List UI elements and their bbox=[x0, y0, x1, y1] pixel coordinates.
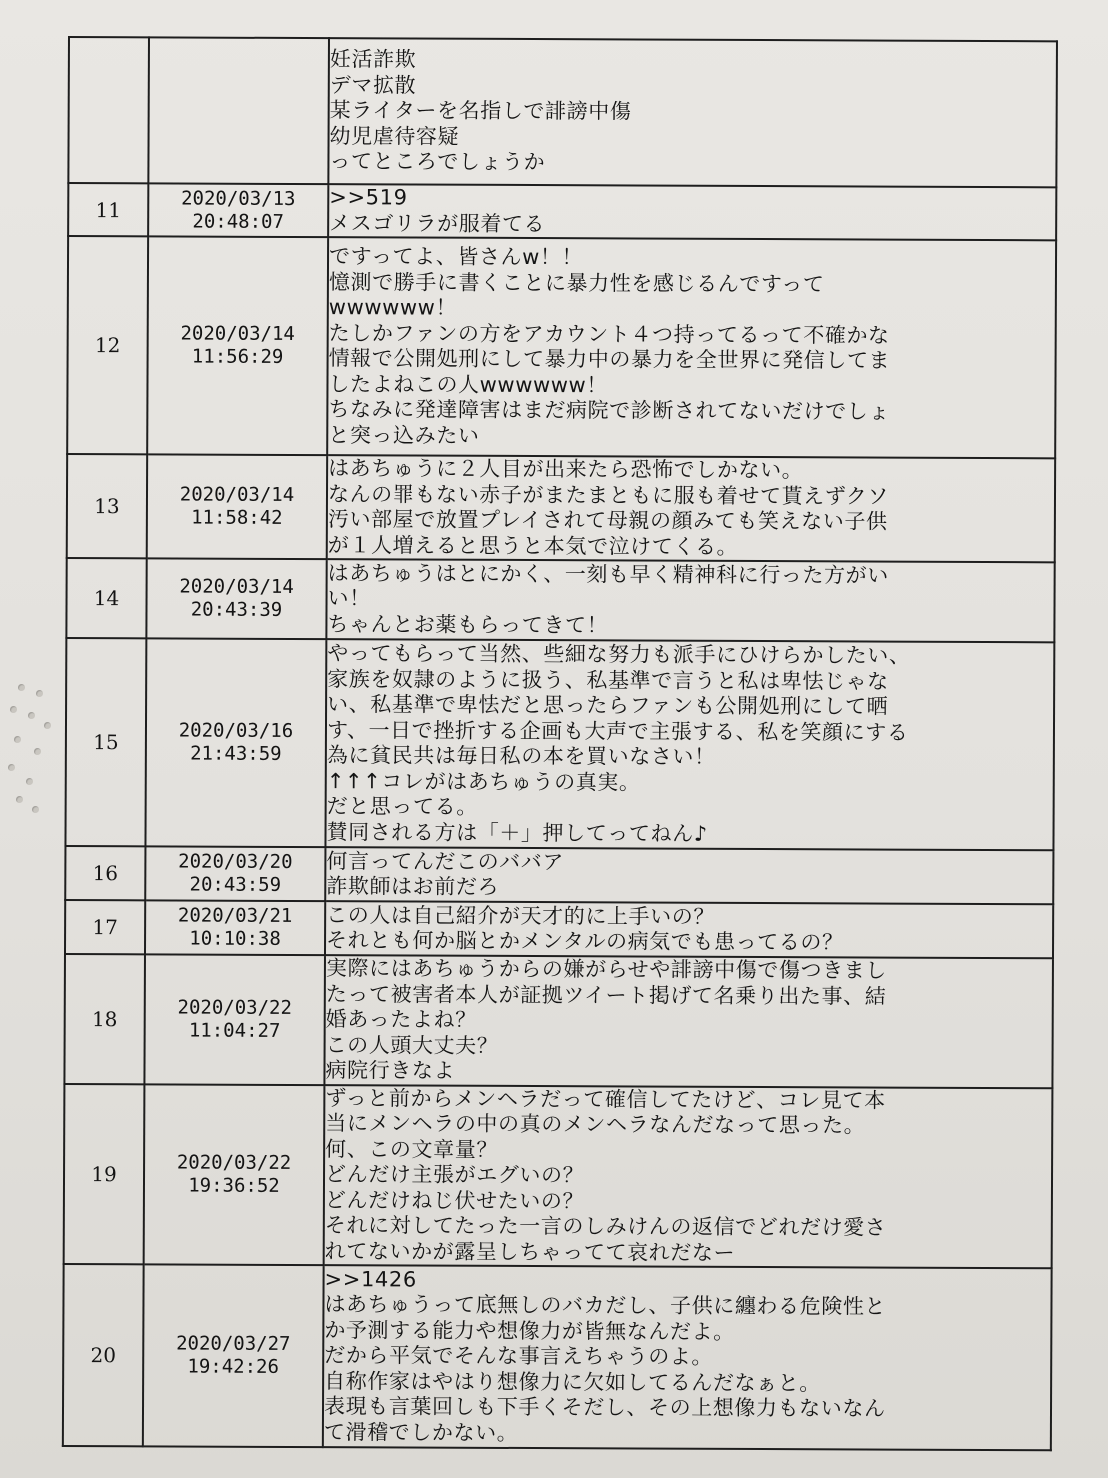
post-timestamp bbox=[145, 846, 325, 901]
post-time: 19:42:26 bbox=[187, 1355, 279, 1378]
post-date: 2020/03/13 bbox=[181, 186, 296, 210]
binder-hole bbox=[18, 684, 25, 691]
message-line: >>1426 bbox=[324, 1266, 417, 1292]
post-message bbox=[324, 1085, 1053, 1269]
message-line: 病院行きなよ bbox=[325, 1058, 456, 1083]
message-line: 憶測で勝手に書くことに暴力性を感じるんですって bbox=[328, 269, 825, 296]
message-line: 実際にはあちゅうからの嫌がらせや誹謗中傷で傷つきまし bbox=[325, 956, 887, 983]
post-time: 21:43:59 bbox=[190, 742, 282, 765]
table-row bbox=[66, 558, 1054, 642]
message-line: い！ bbox=[327, 586, 371, 611]
post-number: 13 bbox=[67, 454, 147, 558]
binder-hole bbox=[14, 736, 21, 743]
binder-hole bbox=[28, 712, 35, 719]
message-line: なんの罪もない赤子がまたまともに服も着せて貰えずクソ bbox=[327, 481, 890, 509]
post-message bbox=[328, 38, 1057, 187]
message-line: やってもらって当然、些細な努力も派手にひけらかしたい、 bbox=[327, 641, 911, 668]
post-date: 2020/03/14 bbox=[180, 322, 295, 345]
post-message bbox=[325, 639, 1054, 850]
post-time: 11:04:27 bbox=[188, 1019, 281, 1042]
post-number: 12 bbox=[67, 236, 148, 454]
post-date: 2020/03/16 bbox=[178, 719, 294, 742]
message-line: どんだけ主張がエグいの？ bbox=[324, 1162, 585, 1188]
message-line: ですってよ、皆さんw！！ bbox=[328, 244, 584, 270]
post-message bbox=[323, 1265, 1052, 1450]
binder-hole bbox=[10, 706, 17, 713]
message-line: 何、この文章量？ bbox=[325, 1136, 499, 1162]
message-line: それに対してたった一言のしみけんの返信でどれだけ愛さ bbox=[324, 1213, 887, 1240]
binder-hole bbox=[26, 778, 33, 785]
binder-hole bbox=[44, 722, 51, 729]
post-timestamp bbox=[144, 1084, 325, 1265]
message-line: れてないかが露呈しちゃってて哀れだなー bbox=[324, 1238, 736, 1265]
message-line: 家族を奴隷のように扱う、私基準で言うと私は卑怯じゃな bbox=[327, 666, 889, 694]
message-line: か予測する能力や想像力が皆無なんだよ。 bbox=[324, 1317, 735, 1344]
message-line: だと思ってる。 bbox=[326, 794, 478, 819]
post-time: 20:43:39 bbox=[190, 598, 283, 621]
post-date: 2020/03/22 bbox=[177, 996, 292, 1019]
message-line: ↑↑↑コレがはあちゅうの真実。 bbox=[326, 768, 641, 795]
message-line: デマ拡散 bbox=[329, 72, 417, 98]
post-date: 2020/03/27 bbox=[176, 1332, 291, 1355]
message-line: と突っ込みたい bbox=[328, 422, 480, 448]
message-line: >>519 bbox=[329, 185, 408, 210]
post-timestamp bbox=[145, 900, 325, 955]
post-number: 15 bbox=[65, 638, 146, 846]
message-line: 為に貧民共は毎日私の本を買いなさい！ bbox=[326, 743, 716, 769]
table-row bbox=[64, 1083, 1053, 1268]
message-line: 妊活詐欺 bbox=[329, 47, 417, 72]
message-line: 自称作家はやはり想像力に欠如してるんだなぁと。 bbox=[324, 1368, 821, 1396]
post-timestamp bbox=[144, 954, 325, 1084]
table-row bbox=[63, 1264, 1052, 1450]
post-time: 19:36:52 bbox=[188, 1174, 280, 1197]
post-number: 18 bbox=[64, 954, 145, 1084]
post-number: 20 bbox=[63, 1264, 144, 1446]
message-line: 当にメンヘラの中の真のメンヘラなんだなって思った。 bbox=[325, 1111, 866, 1138]
post-time: 10:10:38 bbox=[189, 927, 281, 950]
post-date: 2020/03/14 bbox=[179, 575, 294, 598]
table-row bbox=[68, 37, 1057, 187]
binder-hole bbox=[8, 764, 15, 771]
post-log-table bbox=[62, 36, 1058, 1451]
post-message bbox=[326, 559, 1054, 642]
post-message bbox=[325, 847, 1053, 904]
post-timestamp bbox=[148, 183, 328, 237]
post-number: 16 bbox=[65, 846, 145, 900]
post-date: 2020/03/14 bbox=[179, 483, 295, 506]
post-timestamp bbox=[147, 454, 327, 559]
message-line: メスゴリラが服着てる bbox=[329, 210, 546, 236]
table-row bbox=[68, 183, 1056, 240]
message-line: それとも何か脳とかメンタルの病気でも患ってるの？ bbox=[326, 928, 844, 955]
binder-hole bbox=[32, 806, 39, 813]
message-line: 詐欺師はお前だろ bbox=[326, 874, 500, 899]
message-line: ってところでしょうか bbox=[329, 149, 546, 175]
post-timestamp bbox=[146, 558, 326, 639]
table-row bbox=[64, 954, 1053, 1088]
post-message bbox=[324, 955, 1053, 1088]
post-date: 2020/03/20 bbox=[178, 850, 293, 873]
message-line: ずっと前からメンヘラだって確信してたけど、コレ見て本 bbox=[325, 1085, 886, 1113]
message-line: 汚い部屋で放置プレイされて母親の顔みても笑えない子供 bbox=[327, 507, 888, 534]
post-time: 20:43:59 bbox=[189, 873, 282, 896]
message-line: 情報で公開処刑にして暴力中の暴力を全世界に発信してま bbox=[328, 346, 891, 373]
post-timestamp bbox=[145, 638, 326, 847]
message-line: 幼児虐待容疑 bbox=[329, 123, 460, 149]
message-line: はあちゅうはとにかく、一刻も早く精神科に行った方がい bbox=[327, 560, 889, 588]
post-time bbox=[150, 110, 328, 111]
message-line: い、私基準で卑怯だと思ったらファンも公開処刑にして晒 bbox=[327, 692, 889, 719]
binder-hole bbox=[36, 690, 43, 697]
post-message bbox=[327, 455, 1055, 562]
post-message bbox=[327, 237, 1056, 458]
message-line: はあちゅうに２人目が出来たら恐怖でしかない。 bbox=[328, 456, 804, 483]
message-line: 表現も言葉回しも下手くそだし、その上想像力もないなん bbox=[323, 1394, 886, 1421]
table-row bbox=[65, 638, 1054, 850]
message-line: 某ライターを名指しで誹謗中傷 bbox=[329, 98, 632, 124]
message-line: 賛同される方は「＋」押してってねん♪ bbox=[326, 819, 708, 846]
message-line: したよねこの人wwwwww！ bbox=[328, 371, 608, 397]
message-line: だから平気でそんな事言えちゃうのよ。 bbox=[324, 1343, 714, 1370]
table-row bbox=[67, 236, 1056, 458]
post-date: 2020/03/22 bbox=[176, 1151, 292, 1174]
post-timestamp bbox=[147, 236, 328, 455]
post-time: 11:58:42 bbox=[191, 506, 283, 529]
message-line: 婚あったよね？ bbox=[325, 1007, 477, 1032]
table-row bbox=[65, 900, 1053, 958]
binder-hole bbox=[34, 748, 41, 755]
post-number: 14 bbox=[66, 558, 146, 638]
message-line: たしかファンの方をアカウント４つ持ってるって不確かな bbox=[328, 320, 890, 348]
message-line: どんだけねじ伏せたいの？ bbox=[324, 1187, 585, 1213]
post-message bbox=[325, 901, 1053, 958]
post-message bbox=[328, 184, 1056, 240]
message-line: が１人増えると思うと本気で泣けてくる。 bbox=[327, 532, 739, 559]
post-number: 19 bbox=[64, 1083, 145, 1264]
message-line: ちなみに発達障害はまだ病院で診断されてないだけでしょ bbox=[328, 397, 891, 424]
message-line: wwwwww！ bbox=[328, 295, 458, 320]
post-number bbox=[68, 37, 149, 183]
table-row bbox=[65, 846, 1053, 904]
table-row bbox=[67, 454, 1055, 562]
post-date bbox=[150, 110, 328, 111]
message-line: す、一日で挫折する企画も大声で主張する、私を笑顔にする bbox=[326, 717, 909, 745]
message-line: て滑稽でしかない。 bbox=[323, 1419, 519, 1445]
message-line: この人頭大丈夫？ bbox=[325, 1032, 499, 1058]
message-line: たって被害者本人が証拠ツイート掲げて名乗り出た事、結 bbox=[325, 981, 887, 1009]
message-line: この人は自己紹介が天才的に上手いの？ bbox=[326, 902, 716, 929]
message-line: 何言ってんだこのババア bbox=[326, 848, 565, 874]
binder-hole bbox=[16, 796, 23, 803]
post-number: 17 bbox=[65, 900, 145, 954]
post-timestamp bbox=[148, 37, 329, 184]
post-time: 11:56:29 bbox=[191, 345, 284, 368]
message-line: ちゃんとお薬もらってきて！ bbox=[327, 611, 609, 638]
message-line: はあちゅうって底無しのバカだし、子供に纏わる危険性と bbox=[324, 1292, 887, 1319]
post-timestamp bbox=[143, 1264, 324, 1447]
post-date: 2020/03/21 bbox=[177, 904, 293, 927]
post-time: 20:48:07 bbox=[192, 210, 284, 233]
post-number: 11 bbox=[68, 183, 148, 236]
